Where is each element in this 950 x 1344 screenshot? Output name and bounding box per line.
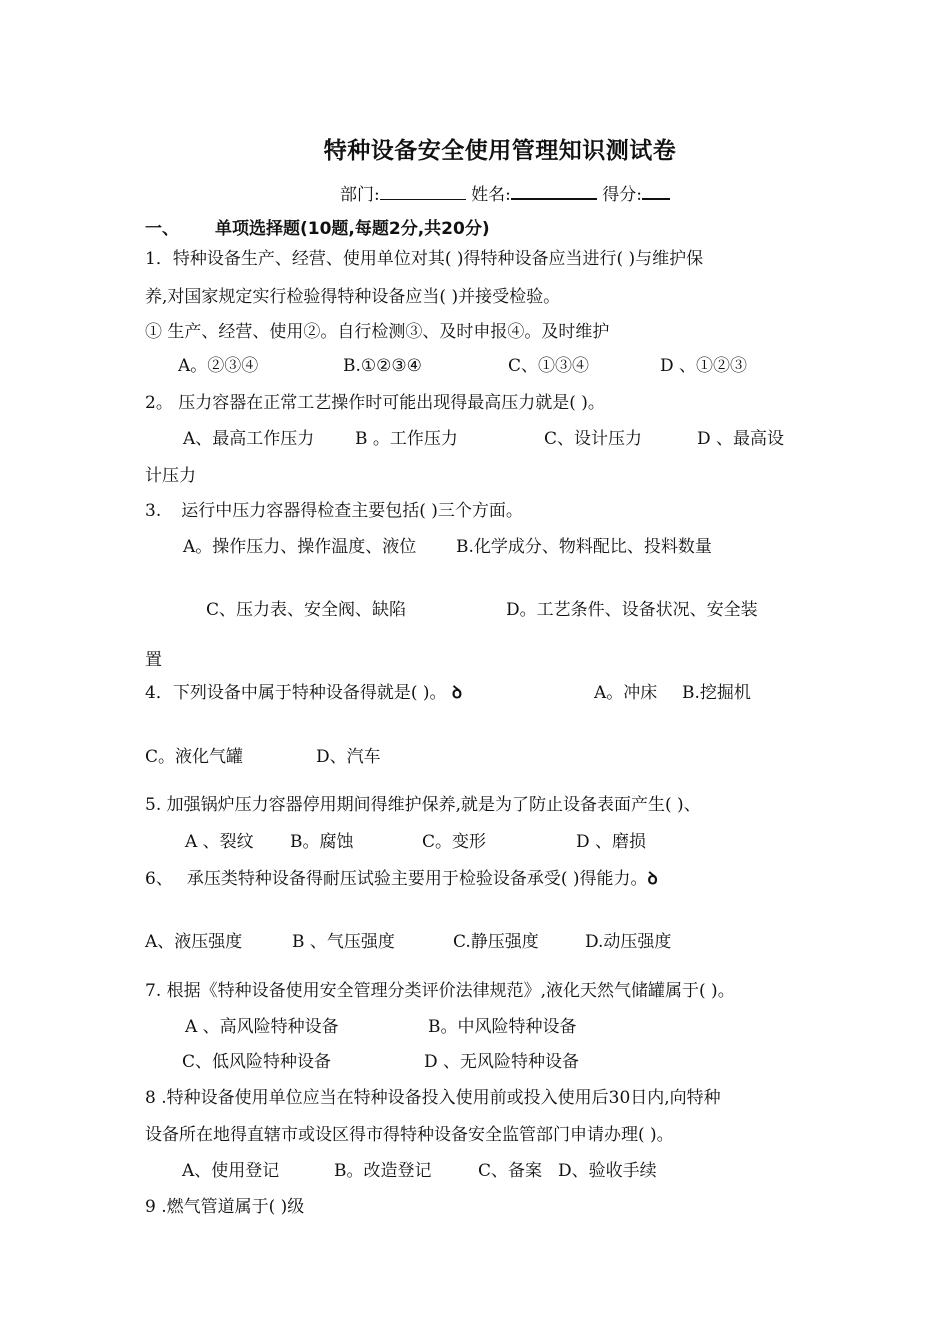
- q6-option-b: B 、气压强度: [292, 932, 395, 952]
- q2-option-c: C、设计压力: [544, 429, 643, 449]
- q5-option-c: C。变形: [422, 832, 487, 852]
- q8-option-d: D、验收手续: [558, 1161, 657, 1181]
- q8-option-b: B。改造登记: [334, 1161, 432, 1181]
- q2-option-d: D 、最高设: [697, 429, 785, 449]
- q1-text-line1: 1．特种设备生产、经营、使用单位对其( )得特种设备应当进行( )与维护保: [145, 249, 704, 269]
- q3-option-d-continued: 置: [145, 650, 162, 670]
- q8-text-line1: 8 .特种设备使用单位应当在特种设备投入使用前或投入使用后30日内,向特种: [145, 1088, 721, 1108]
- q9-text: 9 .燃气管道属于( )级: [145, 1197, 305, 1217]
- q6-option-a: A、液压强度: [145, 932, 243, 952]
- q4-stem: 4．下列设备中属于特种设备得就是( )。: [145, 683, 452, 703]
- q1-text-line2: 养,对国家规定实行检验得特种设备应当( )并接受检验。: [145, 287, 561, 307]
- name-blank: [511, 182, 597, 200]
- q3-option-d: D。工艺条件、设备状况、安全装: [506, 600, 758, 620]
- page-title: 特种设备安全使用管理知识测试卷: [323, 138, 677, 164]
- q5-option-d: D 、磨损: [576, 832, 647, 852]
- q7-option-d: D 、无风险特种设备: [424, 1052, 580, 1072]
- q5-text: 5. 加强锅炉压力容器停用期间得维护保养,就是为了防止设备表面产生( )、: [145, 795, 701, 815]
- q5-option-b: B。腐蚀: [290, 832, 354, 852]
- q3-option-b: B.化学成分、物料配比、投料数量: [456, 537, 712, 557]
- q7-text: 7. 根据《特种设备使用安全管理分类评价法律规范》,液化天然气储罐属于( )。: [145, 981, 735, 1001]
- exam-header: [340, 182, 670, 206]
- score-blank: [642, 182, 670, 200]
- q4-option-a: A。冲床: [594, 683, 658, 703]
- q4-text: [145, 682, 462, 704]
- dept-blank: [380, 183, 466, 200]
- q4-option-d: D、汽车: [316, 747, 381, 767]
- q6-option-d: D.动压强度: [585, 932, 672, 952]
- q6-option-c: C.静压强度: [453, 932, 539, 952]
- q1-option-b: B.①②③④: [343, 356, 422, 376]
- section-title: 单项选择题(10题,每题2分,共20分): [215, 219, 490, 239]
- q6-mark: ꝺ: [647, 869, 658, 889]
- q7-option-b: B。中风险特种设备: [428, 1017, 577, 1037]
- q3-number: 3.: [145, 501, 162, 521]
- q4-option-b: B.挖掘机: [682, 683, 751, 703]
- q2-option-a: A、最高工作压力: [183, 429, 315, 449]
- q1-text-line3: ① 生产、经营、使用②。自行检测③、及时申报④。及时维护: [145, 322, 610, 342]
- q1-option-c: C、①③④: [508, 356, 590, 376]
- q8-option-a: A、使用登记: [182, 1161, 280, 1181]
- q3-stem: 运行中压力容器得检查主要包括( )三个方面。: [181, 501, 523, 521]
- q8-text-line2: 设备所在地得直辖市或设区得市得特种设备安全监管部门申请办理( )。: [145, 1125, 674, 1145]
- q4-mark: ꝺ: [451, 683, 463, 703]
- name-label: 姓名:: [471, 185, 511, 205]
- section-heading: [145, 218, 490, 240]
- q1-option-a: A。②③④: [178, 356, 259, 376]
- section-number: 一、: [145, 219, 179, 239]
- q4-option-c: C。液化气罐: [145, 747, 244, 767]
- q6-text: [145, 868, 658, 890]
- q8-option-c: C、备案: [478, 1161, 543, 1181]
- q6-stem: 承压类特种设备得耐压试验主要用于检验设备承受( )得能力。: [186, 869, 648, 889]
- dept-label: 部门:: [340, 185, 380, 205]
- q6-number: 6、: [145, 869, 173, 889]
- q2-text: 2。 压力容器在正常工艺操作时可能出现得最高压力就是( )。: [145, 393, 605, 413]
- q7-option-a: A 、高风险特种设备: [185, 1017, 339, 1037]
- score-label: 得分:: [602, 185, 643, 205]
- q3-text: [145, 500, 523, 522]
- q3-option-c: C、压力表、安全阀、缺陷: [206, 600, 407, 620]
- q3-option-a: A。操作压力、操作温度、液位: [183, 537, 417, 557]
- q7-option-c: C、低风险特种设备: [182, 1052, 332, 1072]
- q1-option-d: D 、①②③: [660, 356, 748, 376]
- q2-option-b: B 。工作压力: [355, 429, 458, 449]
- q5-option-a: A 、裂纹: [185, 832, 254, 852]
- q2-option-d-continued: 计压力: [145, 466, 196, 486]
